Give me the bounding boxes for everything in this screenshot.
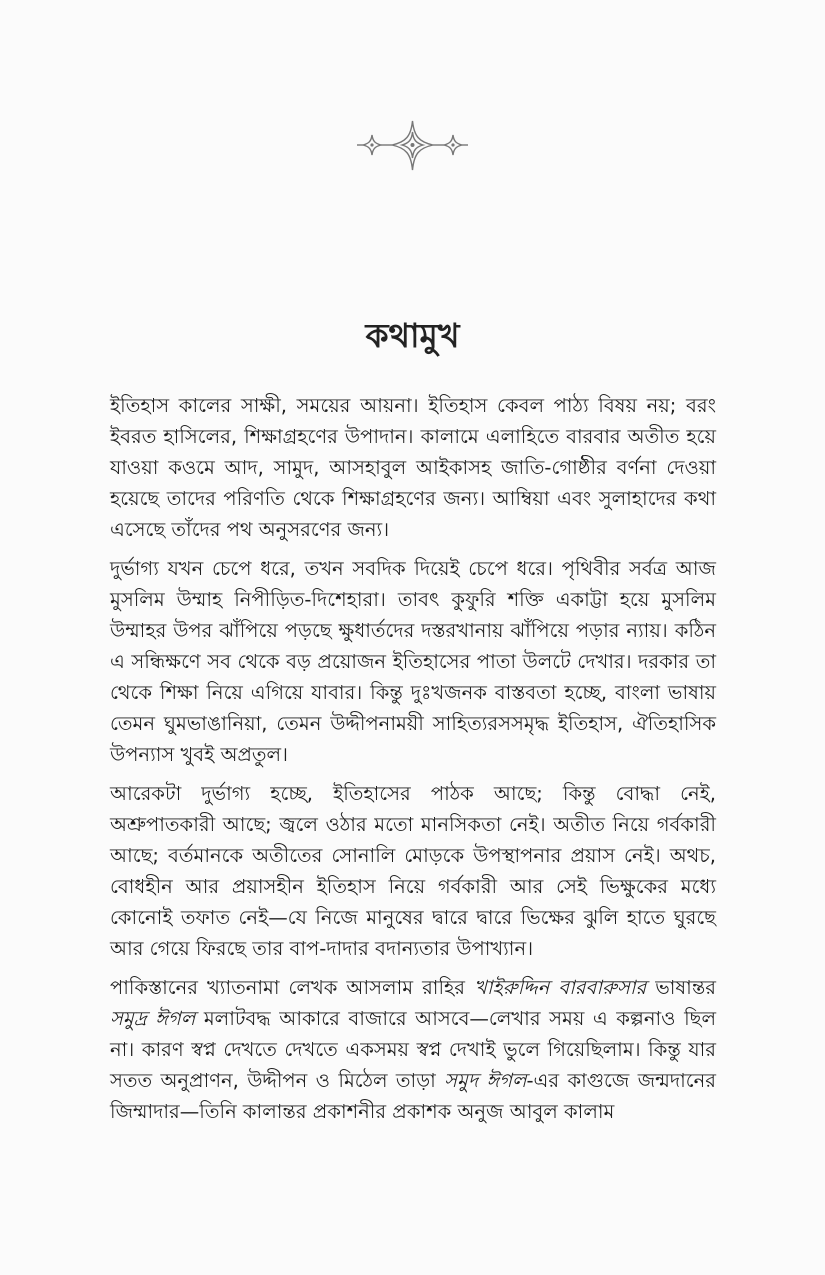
book-title-text: সমুদ ঈগল [444,1069,527,1092]
paragraph [110,553,716,770]
paragraph-text: পাকিস্তানের খ্যাতনামা লেখক আসলাম রাহির [110,976,475,999]
paragraph-text: মলাটবদ্ধ আকারে বাজারে আসবে—লেখার সময় এ কল্পনাও ছিল না। কারণ স্বপ্ন দেখতে দেখতে একসময় স্বপ্ন দেখাই ভুলে গিয়েছিলাম। কিন্তু যার সতত অনুপ্রাণন, উদ্দীপন ও মিঠেল তাড়া [110,1007,716,1092]
page-title: কথামুখ [365,316,460,355]
paragraph [110,390,716,545]
paragraph-text: ভাষান্তর [646,976,716,999]
body-text [110,390,716,1135]
paragraph-text: -এর কাগুজে জন্মদানের জিম্মাদার—তিনি কালান্তর প্রকাশনীর প্রকাশক অনুজ আবুল কালাম [110,1069,717,1123]
book-title-text: সমুদ্র ঈগল [110,1007,196,1030]
paragraph [110,972,716,1127]
paragraph [110,778,716,964]
paragraph-text: ইতিহাস কালের সাক্ষী, সময়ের আয়না। ইতিহাস কেবল পাঠ্য বিষয় নয়; বরং ইবরত হাসিলের, শিক্ষাগ্রহণের উপাদান। কালামে এলাহিতে বারবার অতীত হয়ে যাওয়া কওমে আদ, সামুদ, আসহাবুল আইকাসহ জাতি-গোষ্ঠীর বর্ণনা দেওয়া হয়েছে তাদের পরিণতি থেকে শিক্ষাগ্রহণের জন্য। আম্বিয়া এবং সুলাহাদের কথা এসেছে তাঁদের পথ অনুসরণের জন্য। [110,394,716,541]
book-title-text: খাইরুদ্দিন বারবারুসার [474,976,647,999]
paragraph-text: দুর্ভাগ্য যখন চেপে ধরে, তখন সবদিক দিয়েই চেপে ধরে। পৃথিবীর সর্বত্র আজ মুসলিম উম্মাহ নিপীড়িত-দিশেহারা। তাবৎ কুফুরি শক্তি একাট্টা হয়ে মুসলিম উম্মাহর উপর ঝাঁপিয়ে পড়ছে ক্ষুধার্তদের দস্তরখানায় ঝাঁপিয়ে পড়ার ন্যায়। কঠিন এ সন্ধিক্ষণে সব থেকে বড় প্রয়োজন ইতিহাসের পাতা উলটে দেখার। দরকার তা থেকে শিক্ষা নিয়ে এগিয়ে যাবার। কিন্তু দুঃখজনক বাস্তবতা হচ্ছে, বাংলা ভাষায় তেমন ঘুমভাঙানিয়া, তেমন উদ্দীপনাময়ী সাহিত্যরসসমৃদ্ধ ইতিহাস, ঐতিহাসিক উপন্যাস খুবই অপ্রতুল। [110,557,716,766]
paragraph-text: আরেকটা দুর্ভাগ্য হচ্ছে, ইতিহাসের পাঠক আছে; কিন্তু বোদ্ধা নেই, অশ্রুপাতকারী আছে; জ্বলে ওঠার মতো মানসিকতা নেই। অতীত নিয়ে গর্বকারী আছে; বর্তমানকে অতীতের সোনালি মোড়কে উপস্থাপনার প্রয়াস নেই। অথচ, বোধহীন আর প্রয়াসহীন ইতিহাস নিয়ে গর্বকারী আর সেই ভিক্ষুকের মধ্যে কোনোই তফাত নেই—যে নিজে মানুষের দ্বারে দ্বারে ভিক্ষের ঝুলি হাতে ঘুরছে আর গেয়ে ফিরছে তার বাপ-দাদার বদান্যতার উপাখ্যান। [110,782,716,960]
sparkle-stars-icon [355,118,470,174]
